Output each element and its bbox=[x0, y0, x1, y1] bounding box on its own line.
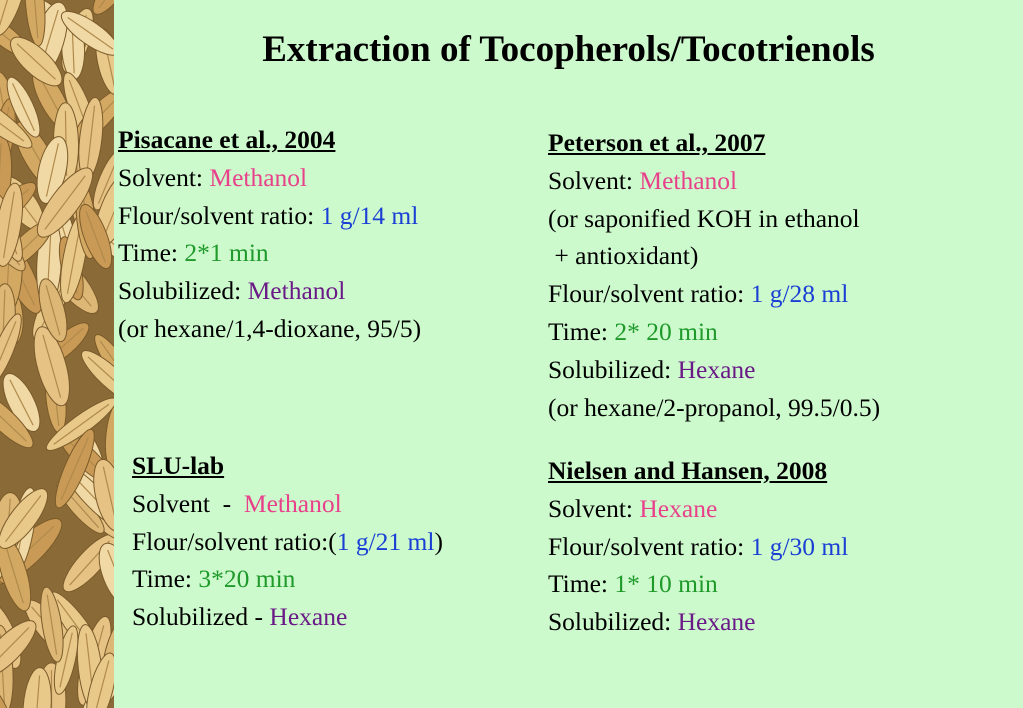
pisacane-heading: Pisacane et al., 2004 bbox=[118, 125, 336, 154]
peterson-time bbox=[548, 313, 880, 351]
nielsen-ratio bbox=[548, 528, 848, 566]
nielsen-solvent bbox=[548, 490, 848, 528]
pisacane-note: (or hexane/1,4-dioxane, 95/5) bbox=[118, 313, 422, 343]
solvent-value: Methanol bbox=[209, 162, 308, 192]
time-value: 2* 20 min bbox=[614, 316, 718, 346]
pisacane-block bbox=[118, 121, 421, 348]
solubilized-label: Solubilized: bbox=[548, 607, 678, 637]
nielsen-block bbox=[548, 452, 848, 641]
peterson-ratio bbox=[548, 275, 880, 313]
peterson-note-1: (or saponified KOH in ethanol bbox=[548, 203, 860, 233]
pisacane-solvent bbox=[118, 159, 421, 197]
solvent-label: Solvent: bbox=[118, 162, 210, 192]
slu-solvent bbox=[132, 485, 443, 523]
solvent-value: Methanol bbox=[639, 165, 738, 195]
peterson-solubilized bbox=[548, 351, 880, 389]
solvent-label: Solvent: bbox=[548, 493, 640, 523]
nielsen-heading: Nielsen and Hansen, 2008 bbox=[548, 456, 828, 485]
solvent-label: Solvent - bbox=[132, 488, 244, 518]
time-label: Time: bbox=[118, 238, 185, 268]
peterson-block bbox=[548, 124, 880, 426]
ratio-value: 1 g/28 ml bbox=[750, 279, 849, 309]
solubilized-value: Hexane bbox=[677, 607, 756, 637]
nielsen-solubilized bbox=[548, 603, 848, 641]
solubilized-value: Hexane bbox=[269, 602, 348, 632]
peterson-heading: Peterson et al., 2007 bbox=[548, 128, 766, 157]
slu-block bbox=[132, 447, 443, 636]
slu-time bbox=[132, 560, 443, 598]
ratio-label: Flour/solvent ratio: bbox=[548, 531, 751, 561]
ratio-label: Flour/solvent ratio: bbox=[548, 279, 751, 309]
solvent-value: Methanol bbox=[243, 488, 342, 518]
solubilized-value: Methanol bbox=[247, 276, 346, 306]
ratio-value: 1 g/14 ml bbox=[320, 200, 419, 230]
peterson-note-2: + antioxidant) bbox=[548, 241, 699, 271]
pisacane-time bbox=[118, 234, 421, 272]
time-label: Time: bbox=[548, 569, 615, 599]
slide-title: Extraction of Tocopherols/Tocotrienols bbox=[262, 29, 875, 70]
ratio-value: 1 g/30 ml bbox=[750, 531, 849, 561]
solvent-value: Hexane bbox=[639, 493, 718, 523]
oat-grains-image bbox=[0, 0, 114, 708]
solubilized-label: Solubilized: bbox=[548, 354, 678, 384]
slu-solubilized bbox=[132, 598, 443, 636]
ratio-value: 1 g/21 ml bbox=[336, 526, 435, 556]
ratio-label: Flour/solvent ratio:( bbox=[132, 526, 337, 556]
slu-heading: SLU-lab bbox=[132, 451, 225, 480]
pisacane-solubilized bbox=[118, 272, 421, 310]
peterson-note-3: (or hexane/2-propanol, 99.5/0.5) bbox=[548, 392, 881, 422]
slu-ratio bbox=[132, 523, 443, 561]
pisacane-ratio bbox=[118, 197, 421, 235]
ratio-close: ) bbox=[434, 526, 443, 556]
time-label: Time: bbox=[132, 564, 199, 594]
solubilized-value: Hexane bbox=[677, 354, 756, 384]
time-value: 1* 10 min bbox=[614, 569, 718, 599]
nielsen-time bbox=[548, 565, 848, 603]
time-value: 2*1 min bbox=[184, 238, 269, 268]
time-label: Time: bbox=[548, 316, 615, 346]
ratio-label: Flour/solvent ratio: bbox=[118, 200, 321, 230]
solubilized-label: Solubilized - bbox=[132, 602, 270, 632]
peterson-solvent bbox=[548, 162, 880, 200]
solvent-label: Solvent: bbox=[548, 165, 640, 195]
solubilized-label: Solubilized: bbox=[118, 276, 248, 306]
time-value: 3*20 min bbox=[198, 564, 296, 594]
